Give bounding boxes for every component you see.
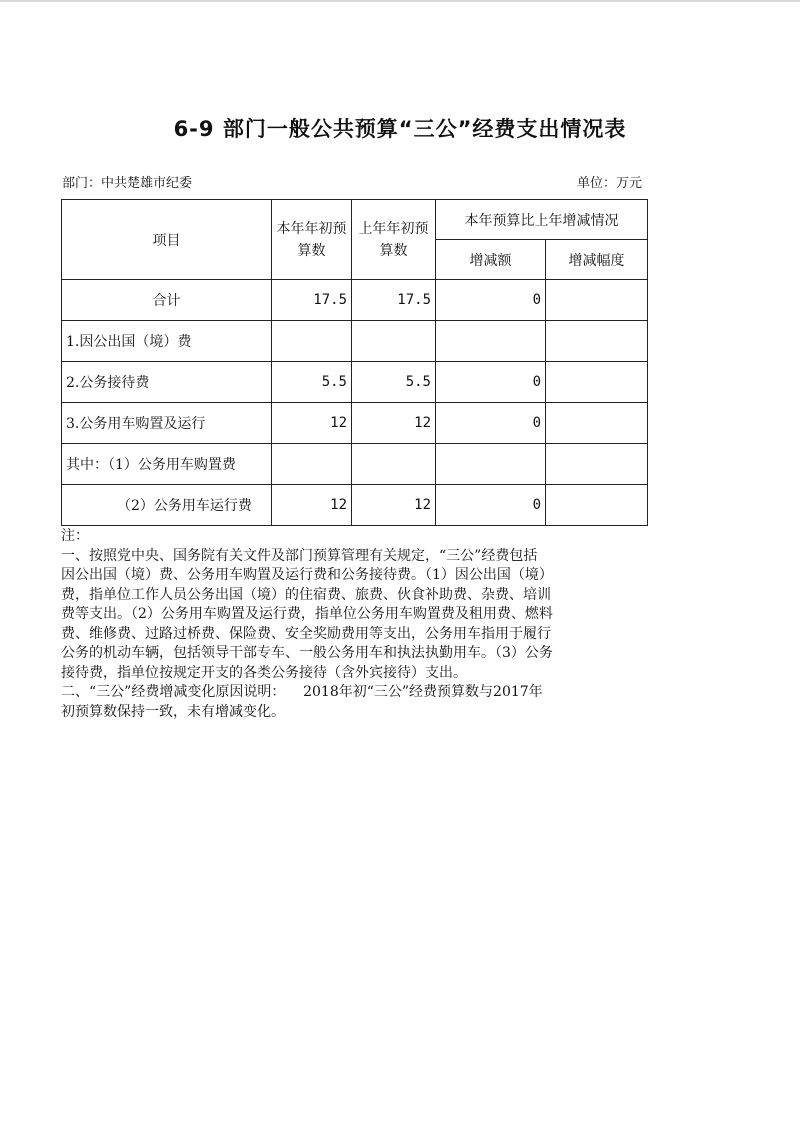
notes-line: 一、按照党中央、国务院有关文件及部门预算管理有关规定，“三公”经费包括 [61,547,538,564]
row-label: 1.因公出国（境）费 [62,321,272,362]
row-rate [546,280,648,321]
row-current: 17.5 [272,280,352,321]
row-rate [546,362,648,403]
notes-line: 因公出国（境）费、公务用车购置及运行费和公务接待费。（1）因公出国（境） [61,567,553,583]
row-last: 5.5 [352,362,436,403]
table-row [62,485,648,526]
row-change: 0 [436,362,546,403]
row-label: 其中：（1）公务用车购置费 [62,444,272,485]
row-current: 12 [272,403,352,444]
page-title: 6-9 部门一般公共预算“三公”经费支出情况表 [173,117,627,141]
notes-line: 二、“三公”经费增减变化原因说明： 2018年初“三公”经费预算数与2017年 [61,684,543,700]
row-last: 12 [352,403,436,444]
table-row [62,362,648,403]
header-change-rate: 增减幅度 [546,240,648,280]
notes-line: 公务的机动车辆，包括领导干部专车、一般公务用车和执法执勤用车。（3）公务 [61,645,553,661]
department-label: 部门：中共楚雄市纪委 [62,176,193,191]
row-last: 17.5 [352,280,436,321]
table-row [62,403,648,444]
row-change [436,444,546,485]
row-current: 12 [272,485,352,526]
table-header-row [62,200,648,240]
row-current [272,444,352,485]
row-label: 合计 [62,280,272,321]
row-change: 0 [436,403,546,444]
header-comparison-group: 本年预算比上年增减情况 [436,200,648,240]
header-current-budget: 本年年初预算数 [272,200,352,280]
notes-line: 费、维修费、过路过桥费、保险费、安全奖励费用等支出，公务用车指用于履行 [61,625,551,642]
header-item: 项目 [62,200,272,280]
notes-section [61,527,651,722]
row-change: 0 [436,485,546,526]
row-current: 5.5 [272,362,352,403]
header-last-budget: 上年年初预算数 [352,200,436,280]
notes-line: 初预算数保持一致，未有增减变化。 [61,703,285,720]
row-last [352,444,436,485]
row-rate [546,444,648,485]
row-label: 2.公务接待费 [62,362,272,403]
notes-heading: 注： [61,528,89,544]
row-current [272,321,352,362]
header-change-amount: 增减额 [436,240,546,280]
row-rate [546,403,648,444]
row-last: 12 [352,485,436,526]
page-top-edge [0,0,800,2]
row-label: （2）公务用车运行费 [62,485,272,526]
notes-line: 费，指单位工作人员公务出国（境）的住宿费、旅费、伙食补助费、杂费、培训 [61,586,551,603]
table-row [62,321,648,362]
notes-line: 接待费，指单位按规定开支的各类公务接待（含外宾接待）支出。 [61,664,467,681]
row-rate [546,321,648,362]
table-row [62,444,648,485]
notes-line: 费等支出。（2）公务用车购置及运行费，指单位公务用车购置费及租用费、燃料 [61,606,553,622]
unit-label: 单位：万元 [576,176,642,191]
table-row [62,280,648,321]
row-label: 3.公务用车购置及运行 [62,403,272,444]
row-last [352,321,436,362]
row-change: 0 [436,280,546,321]
budget-table [61,199,648,526]
row-change [436,321,546,362]
row-rate [546,485,648,526]
